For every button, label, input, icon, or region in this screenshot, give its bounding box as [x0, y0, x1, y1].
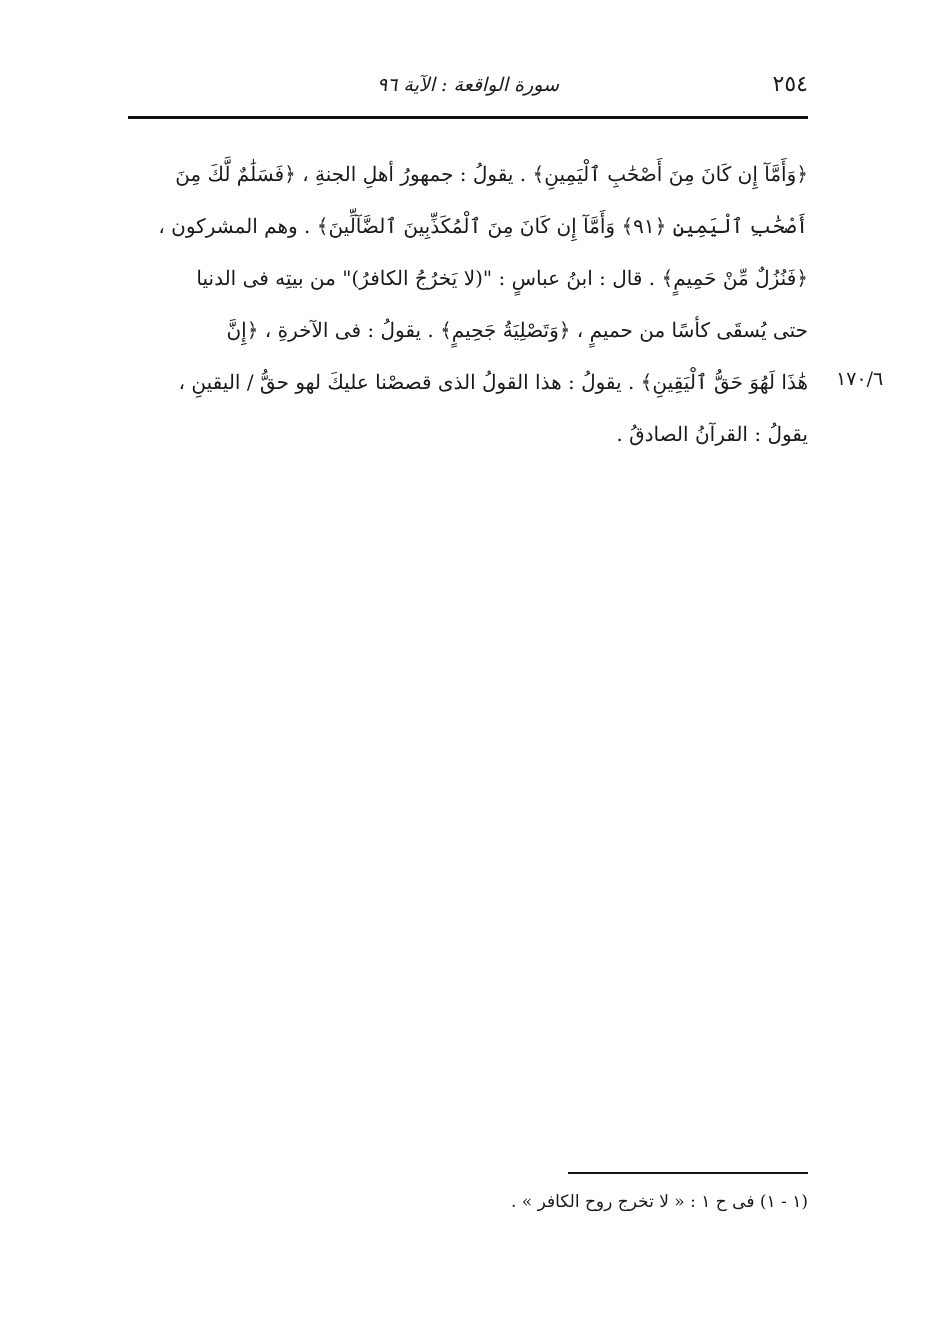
body-line: هَٰذَا لَهُوَ حَقُّ ٱلْيَقِينِ﴾ . يقولُ : هذا القولُ الذى قصصْنا عليكَ لهو حقُّ / اليقينِ ،: [178, 370, 808, 394]
body-line: حتى يُسقَى كأسًا من حميمٍ ، ﴿وَتَصْلِيَةُ جَحِيمٍ﴾ . يقولُ : فى الآخرةِ ، ﴿إِنَّ: [226, 318, 808, 342]
body-line: أَصْحَٰبِ ٱلْيَمِينِ ﴿٩١﴾ وَأَمَّآ إِن كَانَ مِنَ ٱلْمُكَذِّبِينَ ٱلضَّآلِّينَ﴾ . وهم المشركون ،: [158, 214, 808, 238]
page-number: ٢٥٤: [772, 72, 808, 97]
page-header: [128, 66, 808, 112]
running-title: سورة الواقعة : الآية ٩٦: [376, 74, 560, 96]
margin-reference: ١٧٠/٦: [836, 368, 884, 390]
body-line: ﴿فَنُزُلٌ مِّنْ حَمِيمٍ﴾ . قال : ابنُ عباسٍ : "(لا يَخرُجُ الكافرُ)" من بيتِه فى الدنيا: [196, 266, 808, 290]
body-line: يقولُ : القرآنُ الصادقُ .: [616, 422, 808, 446]
body-line: ﴿وَأَمَّآ إِن كَانَ مِنَ أَصْحَٰبِ ٱلْيَمِينِ﴾ . يقولُ : جمهورُ أهلِ الجنةِ ، ﴿فَسَلَٰمٌ لَّكَ مِنَ: [175, 162, 808, 186]
footnote: (١ - ١) فى ح ١ : « لا تخرج روح الكافر » .: [510, 1192, 808, 1212]
body-text: [128, 148, 808, 460]
footnote-rule: [568, 1172, 808, 1174]
header-rule: [128, 116, 808, 119]
